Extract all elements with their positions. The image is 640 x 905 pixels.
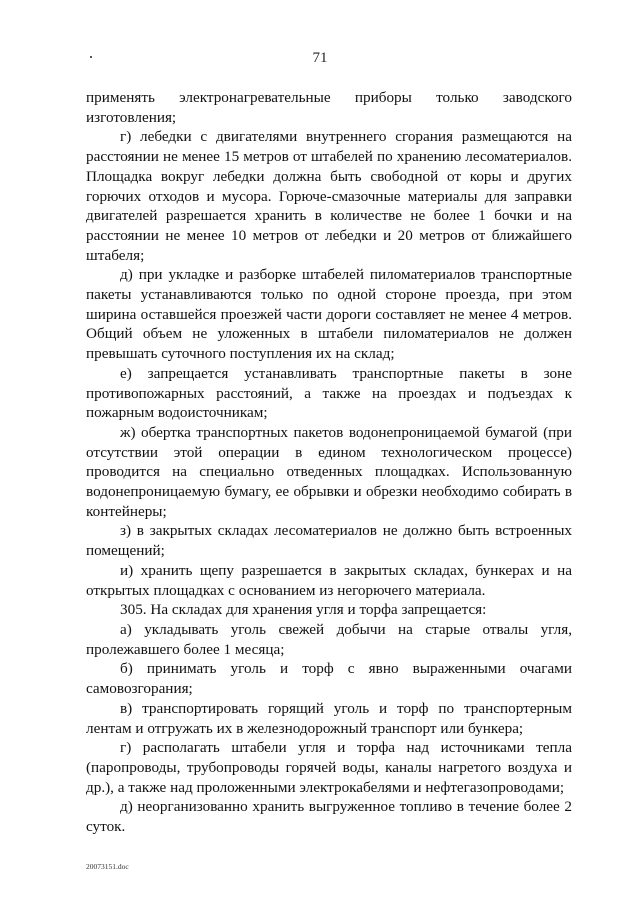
paragraph-item-e-prohibition: е) запрещается устанавливать транспортные пакеты в зоне противопожарных расстояний, а также на проездах и подъездах к пожарным водоисточникам; bbox=[86, 364, 572, 422]
paragraph-item-v-coal: в) транспортировать горящий уголь и торф по транспортерным лентам и отгружать их в железнодорожный транспорт или бункера; bbox=[86, 699, 572, 737]
paragraph-item-g-winches: г) лебедки с двигателями внутреннего сгорания размещаются на расстоянии не менее 15 метров от штабелей по хранению лесоматериалов. Площадка вокруг лебедки должна быть свободной от коры и других горючих отходов и мусора. Горюче-смазочные материалы для заправки двигателей разрешается хранить в количестве не более 1 бочки и на расстоянии не менее 10 метров от лебедки и 20 метров от ближайшего штабеля; bbox=[86, 128, 572, 264]
paragraph-section-305: 305. На складах для хранения угля и торфа запрещается: bbox=[120, 601, 487, 619]
paragraph-item-z-closed-storage: з) в закрытых складах лесоматериалов не должно быть встроенных помещений; bbox=[86, 522, 572, 560]
paragraph-item-b-coal: б) принимать уголь и торф с явно выраженными очагами самовозгорания; bbox=[86, 660, 572, 698]
paragraph-item-g-coal: г) располагать штабели угля и торфа над источниками тепла (паропроводы, трубопроводы горячей воды, каналы нагретого воздуха и др.), а также над проложенными электрокабелями и нефтегазопроводами; bbox=[86, 739, 572, 796]
paragraph-item-d-coal: д) неорганизованно хранить выгруженное топливо в течение более 2 суток. bbox=[86, 798, 572, 836]
footer-filename: 20073151.doc bbox=[86, 862, 129, 871]
paragraph-item-a-coal: а) укладывать уголь свежей добычи на старые отвалы угля, пролежавшего более 1 месяца; bbox=[86, 620, 572, 658]
document-body bbox=[86, 88, 572, 837]
paragraph-item-zh-wrapping: ж) обертка транспортных пакетов водонепроницаемой бумагой (при отсутствии этой операции в едином технологическом процессе) проводится на специально отведенных площадках. Использованную водонепроницаемую бумагу, ее обрывки и обрезки необходимо собирать в контейнеры; bbox=[86, 423, 572, 520]
paragraph-continuation: применять электронагревательные приборы только заводского изготовления; bbox=[86, 89, 572, 126]
page-number: 71 bbox=[312, 50, 328, 66]
paragraph-item-i-wood-chips: и) хранить щепу разрешается в закрытых складах, бункерах и на открытых площадках с основанием из негорючего материала. bbox=[86, 561, 572, 599]
paragraph-item-d-stacking: д) при укладке и разборке штабелей пиломатериалов транспортные пакеты устанавливаются только по одной стороне проезда, при этом ширина оставшейся проезжей части дороги составляет не менее 4 метров. Общий объем не уложенных в штабели пиломатериалов не должен превышать суточного поступления их на склад; bbox=[86, 266, 572, 363]
